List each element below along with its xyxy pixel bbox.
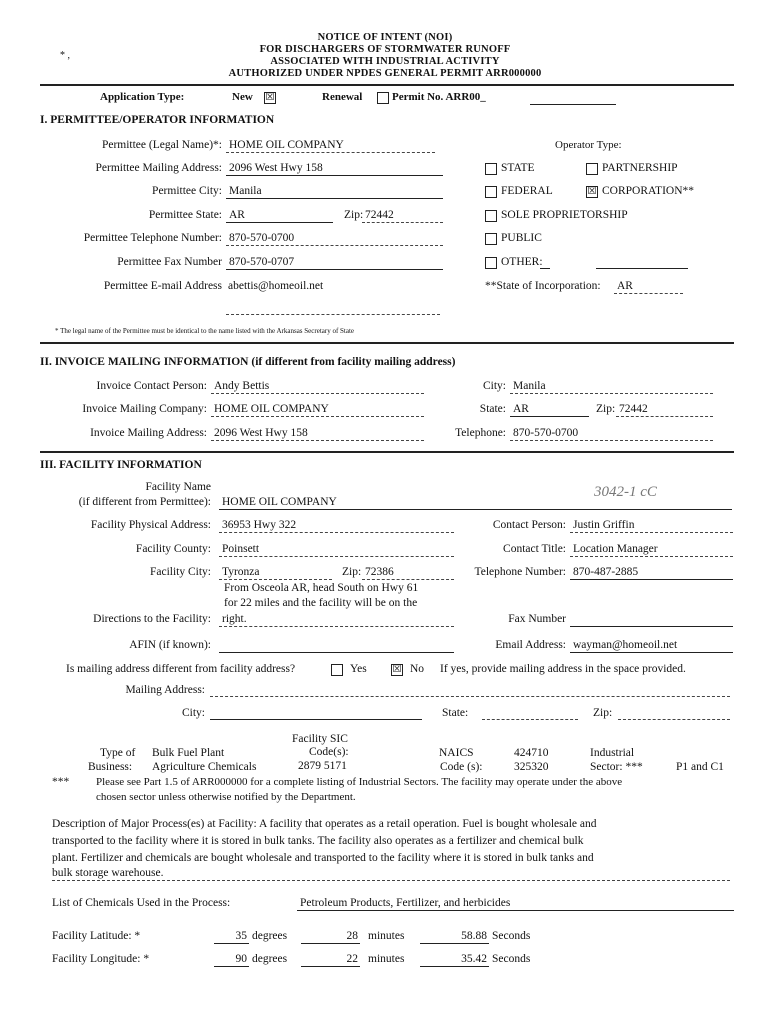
operator-public-checkbox[interactable] [485,233,497,245]
operator-corporation-label: CORPORATION** [602,185,695,197]
form-subtitle-1: FOR DISCHARGERS OF STORMWATER RUNOFF [259,44,511,55]
sector-label: Sector: *** [590,761,643,773]
directions-field[interactable]: right. [219,612,454,627]
process-line-3: plant. Fertilizer and chemicals are bought wholesale and transported to the facility where it is stored in bulk tanks and [52,852,594,864]
naics-code-2: 325320 [514,761,549,773]
mailing-state-label: State: [442,707,469,719]
legal-name-field[interactable]: HOME OIL COMPANY [226,138,435,153]
facility-phone-label: Telephone Number: [474,566,566,578]
mailing-no-checkbox[interactable]: ☒ [392,664,402,675]
facility-phone-field[interactable]: 870-487-2885 [570,565,733,580]
operator-state-label: STATE [501,162,535,174]
application-renewal-checkbox[interactable] [377,92,389,104]
zip-field[interactable]: 72442 [362,208,443,223]
incorporation-label: **State of Incorporation: [485,280,601,292]
header-rule [40,84,734,86]
business-type-label-2: Business: [88,761,133,773]
invoice-zip-label: Zip: [596,403,616,415]
operator-federal-label: FEDERAL [501,185,553,197]
invoice-zip-field[interactable]: 72442 [616,402,713,417]
permit-number-label: Permit No. ARR00_ [392,91,486,103]
process-line-1: Description of Major Process(es) at Facility: A facility that operates as a retail operation. Fuel is bought wholesale and [52,818,597,830]
email-field[interactable]: abettis@homeoil.net [228,280,324,292]
naics-label-1: NAICS [439,747,474,759]
longitude-minutes-label: minutes [368,953,405,965]
industrial-label: Industrial [590,747,635,759]
corner-mark: * , [60,50,70,61]
facility-fax-label: Fax Number [508,613,566,625]
longitude-degrees-field[interactable]: 90 [214,952,249,967]
section-1-rule [40,342,734,344]
state-field[interactable]: AR [226,208,333,223]
state-label: Permittee State: [148,209,222,221]
sic-header-2: Code(s): [309,746,349,758]
section-2-rule [40,451,734,453]
naics-label-2: Code (s): [440,761,483,773]
mailing-address-field[interactable]: 2096 West Hwy 158 [226,161,443,176]
sic-header-1: Facility SIC [292,733,348,745]
mailing-zip-field[interactable] [618,719,730,720]
telephone-label: Permittee Telephone Number: [83,232,222,244]
sector-value: P1 and C1 [676,761,724,773]
fax-field[interactable]: 870-570-0707 [226,255,443,270]
telephone-field[interactable]: 870-570-0700 [226,231,443,246]
sector-note-2: chosen sector unless otherwise notified by the Department. [96,791,356,803]
application-new-label: New [232,91,253,103]
operator-partnership-label: PARTNERSHIP [602,162,678,174]
contact-person-label: Contact Person: [492,519,566,531]
process-line-4[interactable]: bulk storage warehouse. [52,866,730,881]
operator-corporation-checkbox[interactable]: ☒ [587,186,597,197]
mailing-no-label: No [410,663,425,675]
legal-name-footnote: * The legal name of the Permittee must be identical to the name listed with the Arkansas Secretary of State [55,327,355,335]
operator-other-field-a[interactable] [540,268,550,269]
zip-label: Zip: [344,209,364,221]
invoice-address-label: Invoice Mailing Address: [90,427,207,439]
facility-city-label: Facility City: [149,566,211,578]
latitude-label: Facility Latitude: * [52,930,141,942]
facility-name-field[interactable]: HOME OIL COMPANY [219,495,732,510]
contact-person-field[interactable]: Justin Griffin [570,518,733,533]
facility-name-label-1: Facility Name [145,481,211,493]
business-type-1: Bulk Fuel Plant [152,747,225,759]
facility-physical-field[interactable]: 36953 Hwy 322 [219,518,454,533]
directions-label: Directions to the Facility: [93,613,211,625]
latitude-degrees-label: degrees [252,930,288,942]
mailing-address-alt-field[interactable] [210,696,730,697]
facility-physical-label: Facility Physical Address: [90,519,211,531]
contact-title-label: Contact Title: [503,543,566,555]
process-line-2: transported to the facility where it is stored in bulk tanks. The facility also operates as a fertilizer and chemical bulk [52,835,584,847]
invoice-contact-label: Invoice Contact Person: [96,380,207,392]
facility-city-field[interactable]: Tyronza [219,565,332,580]
operator-other-label: OTHER: [501,256,543,268]
mailing-address-label: Permittee Mailing Address: [95,162,222,174]
mailing-note: If yes, provide mailing address in the space provided. [440,663,686,675]
latitude-minutes-field[interactable]: 28 [301,929,360,944]
sic-codes: 2879 5171 [298,760,347,772]
application-type-label: Application Type: [100,91,185,103]
facility-name-label-2: (if different from Permittee): [78,496,211,508]
operator-partnership-checkbox[interactable] [586,163,598,175]
city-field[interactable]: Manila [226,184,443,199]
naics-code-1: 424710 [514,747,549,759]
facility-county-field[interactable]: Poinsett [219,542,454,557]
facility-county-label: Facility County: [135,543,211,555]
sector-note-1: Please see Part 1.5 of ARR000000 for a complete listing of Industrial Sectors. The facility may operate under the above [96,776,623,788]
operator-type-label: Operator Type: [555,139,622,151]
legal-name-label: Permittee (Legal Name)*: [101,139,222,151]
invoice-phone-field[interactable]: 870-570-0700 [510,426,713,441]
section-1-heading: I. PERMITTEE/OPERATOR INFORMATION [40,114,275,126]
operator-other-field-b[interactable] [596,268,688,269]
longitude-label: Facility Longitude: * [52,953,150,965]
business-type-2: Agriculture Chemicals [152,761,257,773]
mailing-city-field[interactable] [210,719,422,720]
form-subtitle-3: AUTHORIZED UNDER NPDES GENERAL PERMIT ARR000000 [228,68,542,79]
section-3-heading: III. FACILITY INFORMATION [40,459,202,471]
operator-state-checkbox[interactable] [485,163,497,175]
mailing-different-question: Is mailing address different from facility address? [66,663,296,675]
application-renewal-label: Renewal [322,91,363,103]
chemicals-label: List of Chemicals Used in the Process: [52,897,231,909]
permit-number-field[interactable] [530,104,616,105]
handwritten-note: 3042-1 cC [594,484,657,500]
incorporation-field[interactable]: AR [614,279,683,294]
operator-other-checkbox[interactable] [485,257,497,269]
longitude-seconds-label: Seconds [492,953,531,965]
form-title: NOTICE OF INTENT (NOI) [317,32,453,43]
invoice-contact-field[interactable]: Andy Bettis [211,379,424,394]
invoice-state-field[interactable]: AR [510,402,589,417]
longitude-degrees-label: degrees [252,953,288,965]
afin-field[interactable] [219,638,454,653]
latitude-seconds-field[interactable]: 58.88 [420,929,489,944]
invoice-company-label: Invoice Mailing Company: [82,403,207,415]
facility-zip-label: Zip: [342,566,362,578]
operator-public-label: PUBLIC [501,232,542,244]
longitude-minutes-field[interactable]: 22 [301,952,360,967]
mailing-address-alt-label: Mailing Address: [125,684,205,696]
operator-sole-label: SOLE PROPRIETORSHIP [501,209,628,221]
note-stars: *** [52,776,70,788]
mailing-state-field[interactable] [482,719,578,720]
business-type-label-1: Type of [100,747,136,759]
facility-fax-field[interactable] [570,612,733,627]
fax-label: Permittee Fax Number [117,256,222,268]
form-subtitle-2: ASSOCIATED WITH INDUSTRIAL ACTIVITY [270,56,500,67]
invoice-address-field[interactable]: 2096 West Hwy 158 [211,426,424,441]
contact-title-field[interactable]: Location Manager [570,542,733,557]
latitude-seconds-label: Seconds [492,930,531,942]
latitude-degrees-field[interactable]: 35 [214,929,249,944]
email-extra-line[interactable] [226,314,440,315]
facility-email-field[interactable]: wayman@homeoil.net [570,638,733,653]
invoice-city-field[interactable]: Manila [510,379,713,394]
directions-line-1: From Osceola AR, head South on Hwy 61 [224,582,419,594]
longitude-seconds-field[interactable]: 35.42 [420,952,489,967]
mailing-city-label: City: [181,707,205,719]
facility-zip-field[interactable]: 72386 [362,565,454,580]
operator-federal-checkbox[interactable] [485,186,497,198]
mailing-yes-label: Yes [350,663,367,675]
invoice-phone-label: Telephone: [455,427,506,439]
operator-sole-checkbox[interactable] [485,210,497,222]
mailing-yes-checkbox[interactable] [331,664,343,676]
afin-label: AFIN (if known): [129,639,211,651]
email-label: Permittee E-mail Address [103,280,222,292]
section-2-heading: II. INVOICE MAILING INFORMATION (if different from facility mailing address) [40,356,456,368]
mailing-zip-label: Zip: [593,707,613,719]
facility-email-label: Email Address: [495,639,566,651]
invoice-state-label: State: [479,403,506,415]
invoice-city-label: City: [482,380,506,392]
invoice-company-field[interactable]: HOME OIL COMPANY [211,402,424,417]
application-new-checkbox[interactable]: ☒ [265,92,275,103]
directions-line-2: for 22 miles and the facility will be on the [224,597,418,609]
chemicals-field[interactable]: Petroleum Products, Fertilizer, and herbicides [297,896,734,911]
city-label: Permittee City: [152,185,222,197]
latitude-minutes-label: minutes [368,930,405,942]
